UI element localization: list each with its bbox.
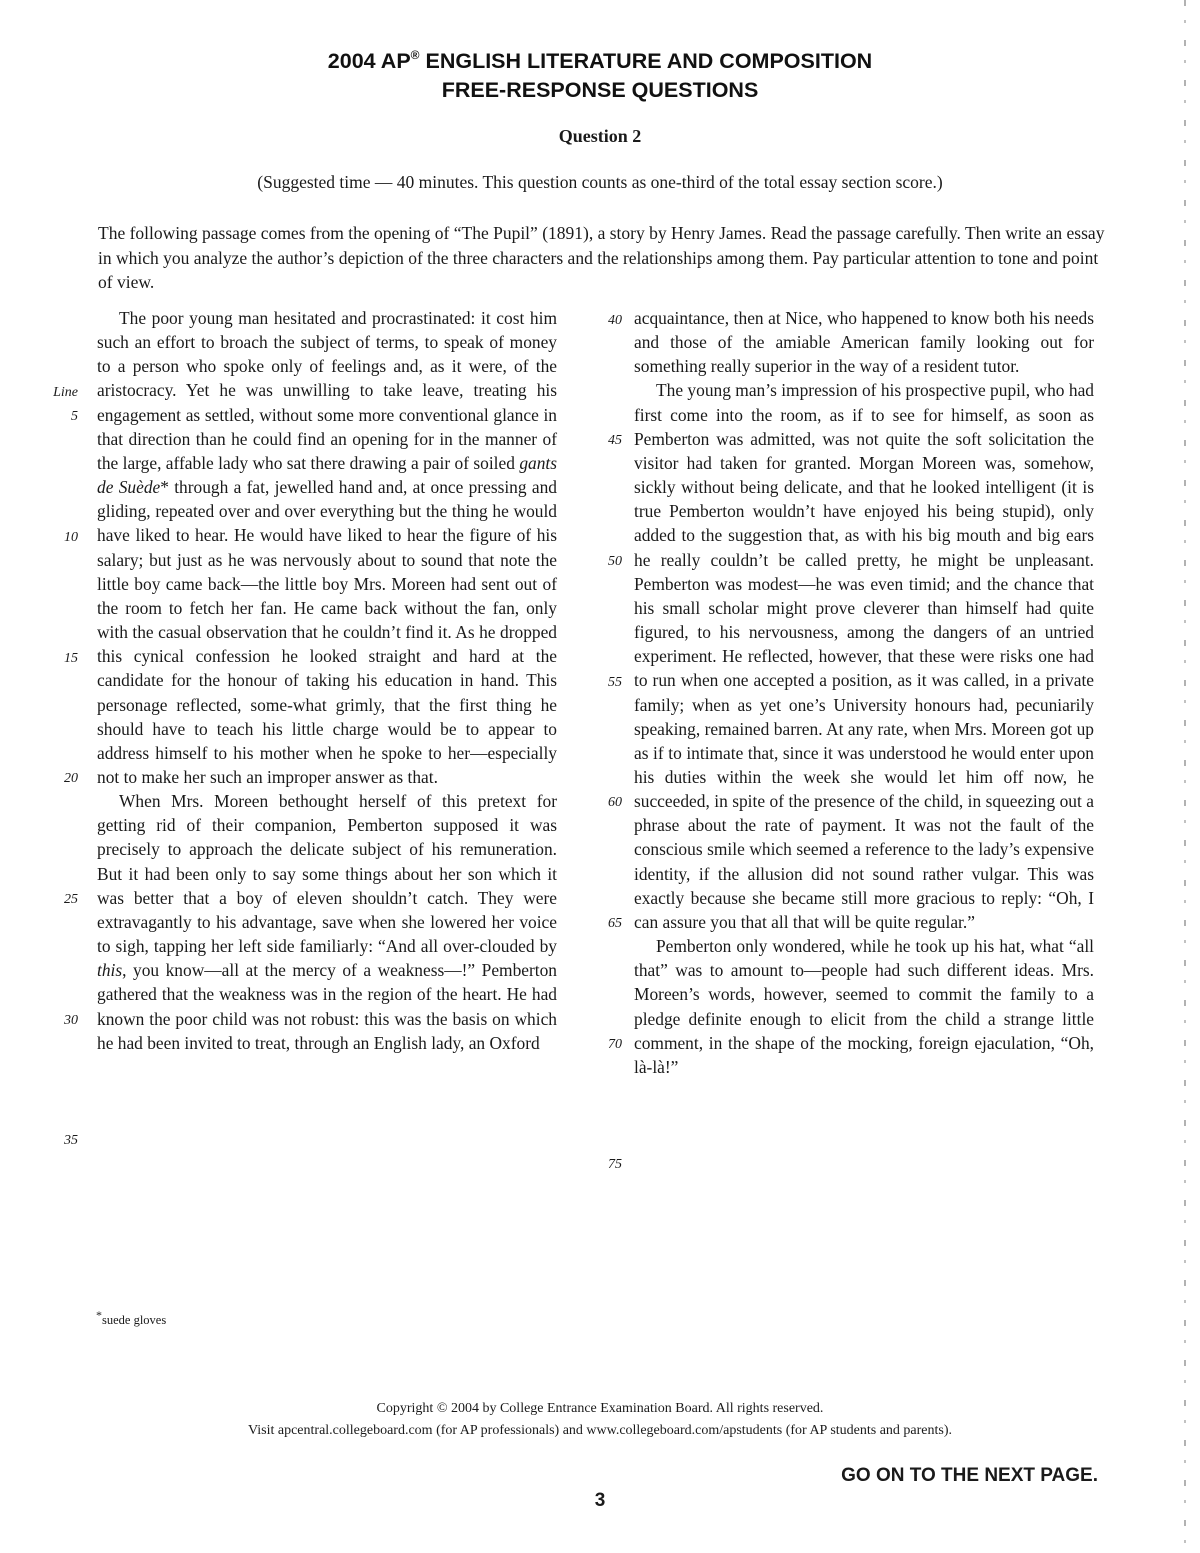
copyright-line-2: Visit apcentral.collegeboard.com (for AP professionals) and www.collegeboard.com/apstudents (for AP students and parents). [247,1423,953,1438]
suggested-time: (Suggested time — 40 minutes. This question counts as one-third of the total essay section score.) [257,172,943,192]
copyright-notice [0,1398,1200,1442]
footnote [96,1308,166,1328]
line-number: 20 [64,771,78,786]
line-number: 15 [64,651,78,666]
line-number: 30 [64,1013,78,1028]
italic-phrase: this [97,960,123,981]
line-number: 40 [608,313,622,328]
exam-header [0,42,1200,105]
italic-phrase: gants de Suède [97,452,557,498]
line-number: 5 [71,409,78,424]
next-page-notice: GO ON TO THE NEXT PAGE. [841,1465,1098,1486]
line-number: 45 [608,433,622,448]
passage-column-right [634,306,1094,1246]
header-line-1-pre: 2004 AP [327,49,411,74]
header-line-1-post: ENGLISH LITERATURE AND COMPOSITION [419,49,873,74]
line-number: 75 [608,1157,622,1172]
line-number: 25 [64,892,78,907]
passage-paragraph: The young man’s impression of his prospective pupil, who had first come into the room, as if to see for himself, as soon as Pemberton was admitted, was not quite the soft solicitation the visitor had taken for granted. Morgan Moreen was, somehow, sickly without being delicate, and that he looked intelligent (it is true Pemberton wouldn’t have enjoyed his being stupid), only added to the suggestion that, as with his big mouth and big ears he really couldn’t be called pretty, he might be unpleasant. Pemberton was modest—he was even timid; and the chance that his small scholar might prove cleverer than himself had quite figured, to his nervousness, among the dangers of an untried experiment. He reflected, however, that these were risks one had to run when one accepted a position, as it was called, in a private family; when as yet one’s University honours had, pecuniarily speaking, remained barren. At any rate, when Mrs. Moreen got up as if to intimate that, since it was understood he would enter upon his duties within the week she would let him off now, he succeeded, in spite of the presence of the child, in squeezing out a phrase about the rate of payment. It was not the fault of the conscious smile which seemed a reference to the lady’s expensive identity, if the allusion did not sound rather vulgar. This was exactly because she became still more gracious to reply: “Oh, I can assure you that all that will be quite regular.” [634,380,1094,932]
copyright-line-1: Copyright © 2004 by College Entrance Examination Board. All rights reserved. [376,1401,824,1416]
line-marker-label: Line [53,385,78,400]
passage-paragraph: When Mrs. Moreen bethought herself of this pretext for getting rid of their companion, Pemberton supposed it was precisely to approach the delicate subject of his remuneration. But it had been only to say some things about her son which it was better that a boy of eleven shouldn’t catch. They were extravagantly to his advantage, save when she lowered her voice to sigh, tapping her left side familiarly: “And all over-clouded by this, you know—all at the mercy of a weakness—!” Pemberton gathered that the weakness was in the region of the heart. He had known the poor child was not robust: this was the basis on which he had been invited to treat, through an English lady, an Oxford [97,791,557,1053]
passage-paragraph: acquaintance, then at Nice, who happened to know both his needs and those of the amiable American family looking out for something really superior in the way of a resident tutor. [634,308,1094,377]
footnote-text: suede gloves [102,1313,167,1328]
line-number: 60 [608,795,622,810]
prompt-intro [98,221,1108,295]
line-number: 10 [64,530,78,545]
passage-paragraph: The poor young man hesitated and procrastinated: it cost him such an effort to broach the subject of terms, to speak of money to a person who spoke only of feelings and, as it were, of the aristocracy. Yet he was unwilling to take leave, treating his engagement as settled, without some more conventional glance in that direction than he could find an opening for in the manner of the large, affable lady who sat there drawing a pair of soiled gants de Suède* through a fat, jewelled hand and, at once pressing and gliding, repeated over and over everything but the thing he would have liked to hear. He would have liked to hear the figure of his salary; but just as he was nervously about to sound that note the little boy came back—the little boy Mrs. Moreen had sent out of the room to fetch her fan. He came back without the fan, only with the casual observation that he couldn’t find it. As he dropped this cynical confession he looked straight and hard at the candidate for the honour of taking his education in hand. This personage reflected, some-what grimly, that the first thing he should have to teach his little charge would be to appear to address himself to his mother when he spoke to her—especially not to make her such an improper answer as that. [97,308,557,787]
prompt-text: The following passage comes from the opening of “The Pupil” (1891), a story by Henry James. Read the passage carefully. Then write an essay in which you analyze the author’s depiction of the three characters and the relationships among them. Pay particular attention to tone and point of view. [98,223,1105,292]
header-line-1 [0,42,1200,76]
passage-paragraph: Pemberton only wondered, while he took up his hat, what “all that” was to amount to—people had such different ideas. Mrs. Moreen’s words, however, seemed to commit the family to a pledge definite enough to elicit from the child a strange little comment, in the shape of the mocking, foreign ejaculation, “Oh, là-là!” [634,936,1094,1077]
passage-column-left [97,306,557,1246]
line-number: 55 [608,675,622,690]
page-number: 3 [594,1490,606,1511]
footnote-mark: * [96,1308,102,1322]
scan-edge-artifact [1184,0,1186,1553]
registered-mark: ® [410,48,420,62]
header-line-2: FREE-RESPONSE QUESTIONS [441,78,759,103]
line-number: 70 [608,1037,622,1052]
question-title: Question 2 [558,126,642,146]
line-number: 35 [64,1133,78,1148]
line-number: 50 [608,554,622,569]
line-number: 65 [608,916,622,931]
